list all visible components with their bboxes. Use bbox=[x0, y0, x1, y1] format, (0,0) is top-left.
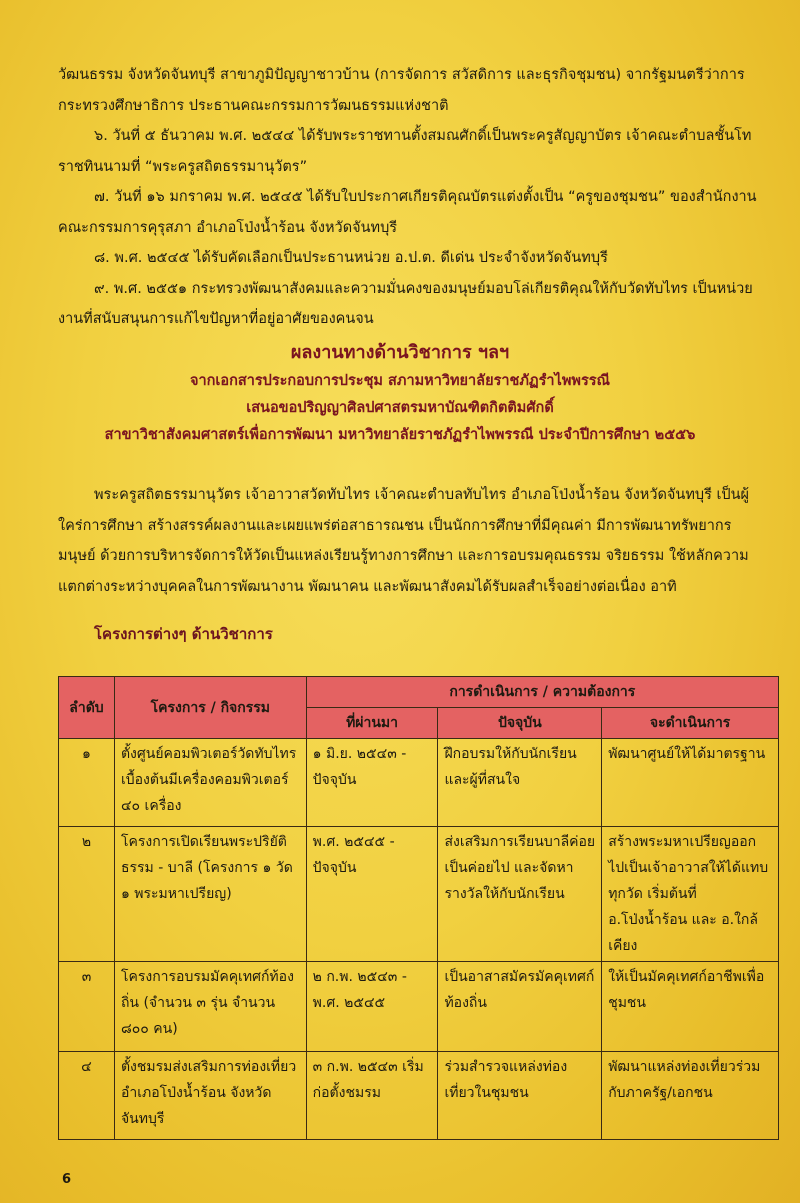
header-no: ลำดับ bbox=[59, 677, 115, 739]
cell-project: ตั้งชมรมส่งเสริมการท่องเที่ยวอำเภอโป่งน้ำร้อน จังหวัดจันทบุรี bbox=[114, 1052, 306, 1140]
header-present: ปัจจุบัน bbox=[438, 708, 602, 739]
cell-future: พัฒนาศูนย์ให้ได้มาตรฐาน bbox=[602, 739, 779, 827]
cell-project: โครงการเปิดเรียนพระปริยัติธรรม - บาลี (โครงการ ๑ วัด ๑ พระมหาเปรียญ) bbox=[114, 827, 306, 962]
table-row bbox=[59, 1052, 779, 1140]
cell-project: โครงการอบรมมัคคุเทศก์ท้องถิ่น (จำนวน ๓ รุ่น จำนวน ๘๐๐ คน) bbox=[114, 962, 306, 1052]
header-future: จะดำเนินการ bbox=[602, 708, 779, 739]
cell-past: ๑ มิ.ย. ๒๕๔๓ - ปัจจุบัน bbox=[306, 739, 438, 827]
table-row bbox=[59, 962, 779, 1052]
cell-present: ส่งเสริมการเรียนบาลีค่อยเป็นค่อยไป และจัดหารางวัลให้กับนักเรียน bbox=[438, 827, 602, 962]
cell-past: ๓ ก.พ. ๒๕๔๓ เริ่มก่อตั้งชมรม bbox=[306, 1052, 438, 1140]
page-number: 6 bbox=[62, 1172, 72, 1187]
heading-line-1: จากเอกสารประกอบการประชุม สภามหาวิทยาลัยราชภัฏรำไพพรรณี bbox=[189, 373, 610, 389]
cell-present: ฝึกอบรมให้กับนักเรียนและผู้ที่สนใจ bbox=[438, 739, 602, 827]
cell-future: สร้างพระมหาเปรียญออกไปเป็นเจ้าอาวาสให้ได้แทบทุกวัด เริ่มต้นที่ อ.โป่งน้ำร้อน และ อ.ใกล้เคียง bbox=[602, 827, 779, 962]
cell-future: พัฒนาแหล่งท่องเที่ยวร่วมกับภาครัฐ/เอกชน bbox=[602, 1052, 779, 1140]
header-past: ที่ผ่านมา bbox=[306, 708, 438, 739]
table-header-row bbox=[59, 677, 779, 708]
header-operation: การดำเนินการ / ความต้องการ bbox=[306, 677, 778, 708]
intro-paragraph: ๙. พ.ศ. ๒๕๕๑ กระทรวงพัฒนาสังคมและความมั่นคงของมนุษย์มอบโล่เกียรติคุณให้กับวัดทับไทร เป็นหน่วยงานที่สนับสนุนการแก้ไขปัญหาที่อยู่อาศัยของคนจน bbox=[58, 280, 753, 327]
table-row bbox=[59, 827, 779, 962]
intro-section bbox=[58, 60, 758, 335]
cell-no: ๒ bbox=[59, 827, 115, 962]
summary-paragraph: พระครูสถิตธรรมานุวัตร เจ้าอาวาสวัดทับไทร เจ้าคณะตำบลทับไทร อำเภอโป่งน้ำร้อน จังหวัดจันทบุรี เป็นผู้ใคร่การศึกษา สร้างสรรค์ผลงานและเผยแพร่ต่อสาธารณชน เป็นนักการศึกษาที่มีคุณค่า มีการพัฒนาทรัพยากรมนุษย์ ด้วยการบริหารจัดการให้วัดเป็นแหล่งเรียนรู้ทางการศึกษา และการอบรมคุณธรรม จริยธรรม ใช้หลักความแตกต่างระหว่างบุคคลในการพัฒนางาน พัฒนาคน และพัฒนาสังคมได้รับผลสำเร็จอย่างต่อเนื่อง อาทิ bbox=[58, 487, 750, 595]
cell-no: ๓ bbox=[59, 962, 115, 1052]
header-project: โครงการ / กิจกรรม bbox=[114, 677, 306, 739]
cell-no: ๑ bbox=[59, 739, 115, 827]
table-row bbox=[59, 739, 779, 827]
section-title: โครงการต่างๆ ด้านวิชาการ bbox=[94, 625, 273, 643]
cell-present: เป็นอาสาสมัครมัคคุเทศก์ท้องถิ่น bbox=[438, 962, 602, 1052]
heading-title: ผลงานทางด้านวิชาการ ฯลฯ bbox=[290, 342, 510, 363]
projects-table bbox=[58, 676, 779, 1140]
intro-paragraph: ๗. วันที่ ๑๖ มกราคม พ.ศ. ๒๕๔๕ ได้รับใบประกาศเกียรติคุณบัตรแต่งตั้งเป็น “ครูของชุมชน” ของสำนักงานคณะกรรมการคุรุสภา อำเภอโป่งน้ำร้อน จังหวัดจันทบุรี bbox=[58, 189, 757, 236]
intro-paragraph: ๘. พ.ศ. ๒๕๔๕ ได้รับคัดเลือกเป็นประธานหน่วย อ.ป.ต. ดีเด่น ประจำจังหวัดจันทบุรี bbox=[94, 250, 608, 266]
heading-line-3: สาขาวิชาสังคมศาสตร์เพื่อการพัฒนา มหาวิทยาลัยราชภัฏรำไพพรรณี ประจำปีการศึกษา ๒๕๕๖ bbox=[104, 427, 696, 443]
summary-section bbox=[58, 480, 758, 602]
academic-heading bbox=[40, 338, 760, 449]
cell-past: พ.ศ. ๒๕๔๕ - ปัจจุบัน bbox=[306, 827, 438, 962]
cell-no: ๔ bbox=[59, 1052, 115, 1140]
cell-present: ร่วมสำรวจแหล่งท่องเที่ยวในชุมชน bbox=[438, 1052, 602, 1140]
cell-past: ๒ ก.พ. ๒๕๔๓ - พ.ศ. ๒๕๔๕ bbox=[306, 962, 438, 1052]
heading-line-2: เสนอขอปริญญาศิลปศาสตรมหาบัณฑิตกิตติมศักดิ์ bbox=[246, 400, 554, 416]
cell-future: ให้เป็นมัคคุเทศก์อาชีพเพื่อชุมชน bbox=[602, 962, 779, 1052]
cell-project: ตั้งศูนย์คอมพิวเตอร์วัดทับไทรเบื้องต้นมีเครื่องคอมพิวเตอร์ ๔๐ เครื่อง bbox=[114, 739, 306, 827]
intro-paragraph: วัฒนธรรม จังหวัดจันทบุรี สาขาภูมิปัญญาชาวบ้าน (การจัดการ สวัสดิการ และธุรกิจชุมชน) จากรัฐมนตรีว่าการกระทรวงศึกษาธิการ ประธานคณะกรรมการวัฒนธรรมแห่งชาติ bbox=[58, 67, 745, 114]
intro-paragraph: ๖. วันที่ ๕ ธันวาคม พ.ศ. ๒๕๔๔ ได้รับพระราชทานตั้งสมณศักดิ์เป็นพระครูสัญญาบัตร เจ้าคณะตำบลชั้นโท ราชทินนามที่ “พระครูสถิตธรรมานุวัตร” bbox=[58, 128, 752, 175]
